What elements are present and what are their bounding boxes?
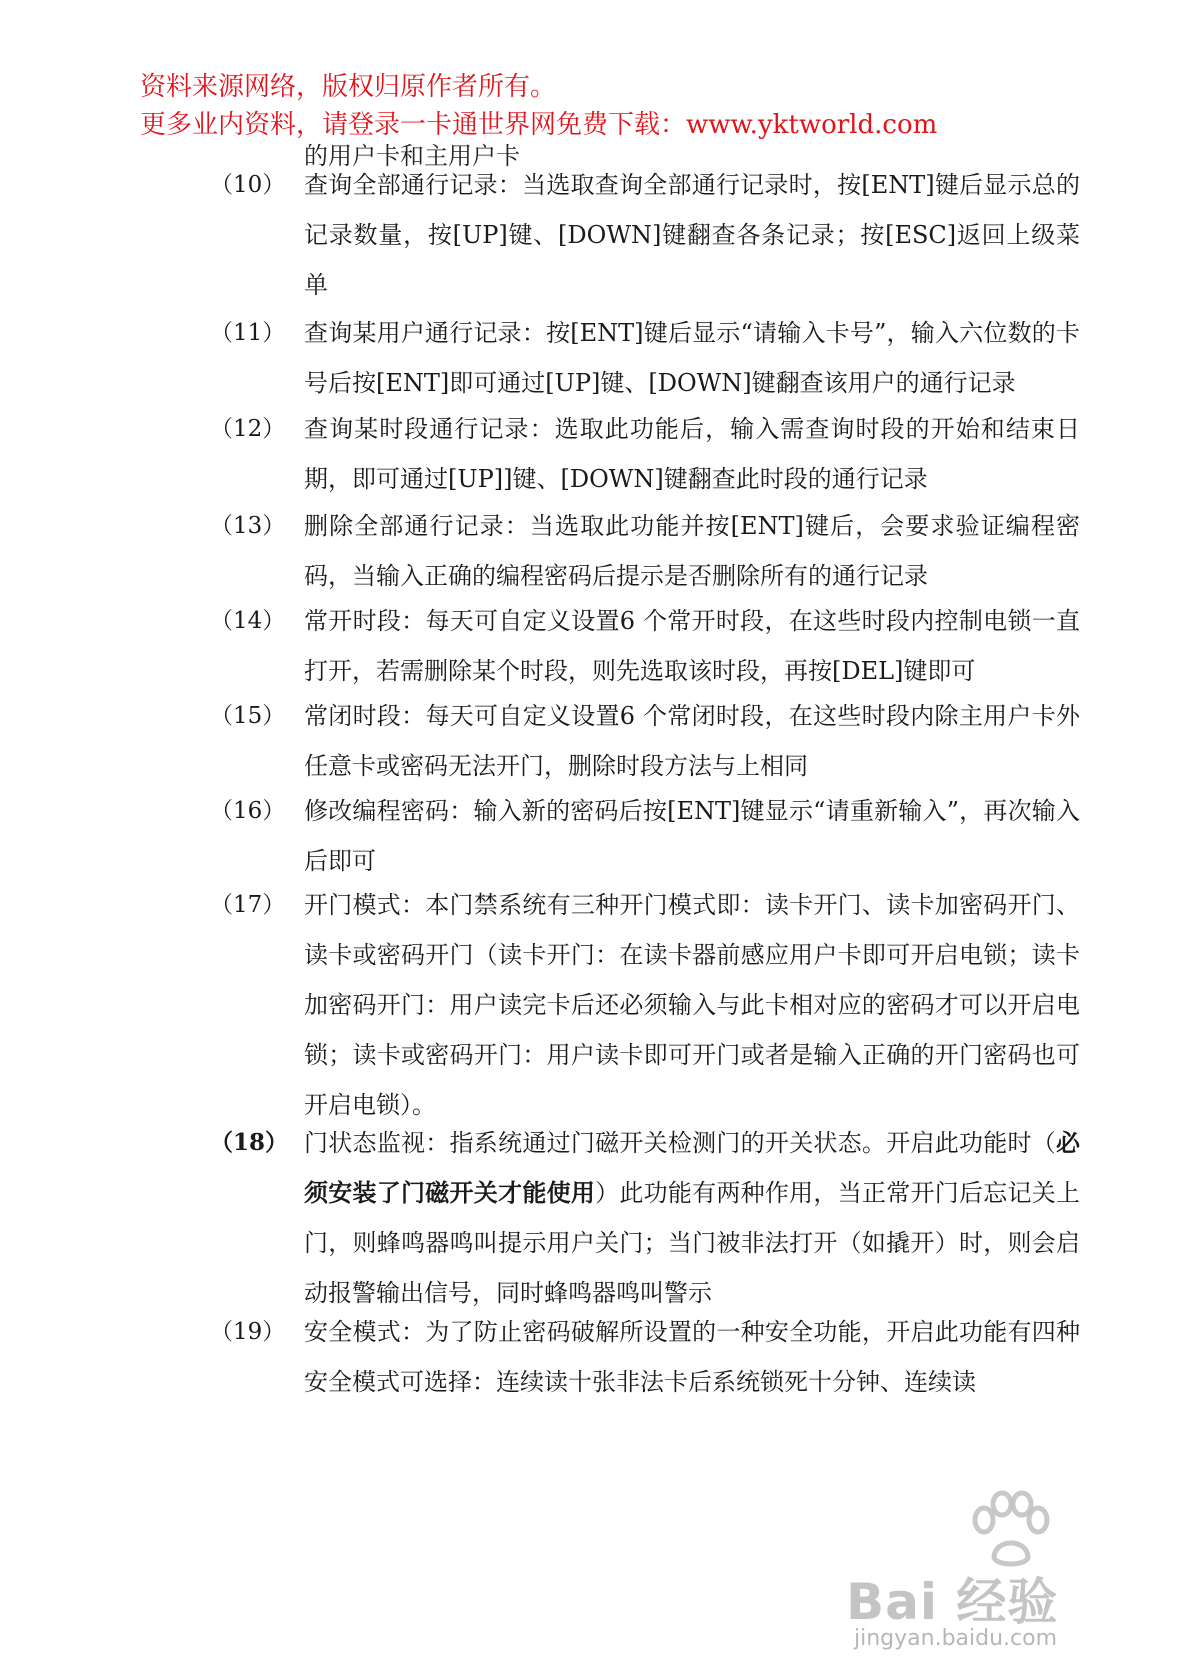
item-text xyxy=(304,1118,1080,1318)
item-number: （16） xyxy=(210,798,286,824)
item-number: （10） xyxy=(210,172,286,198)
item-text: 常开时段：每天可自定义设置6 个常开时段，在这些时段内控制电锁一直打开，若需删除某个时段，则先选取该时段，再按[DEL]键即可 xyxy=(304,607,1080,685)
item-text: 常闭时段：每天可自定义设置6 个常闭时段，在这些时段内除主用户卡外任意卡或密码无法开门，删除时段方法与上相同 xyxy=(304,702,1080,780)
item-text: 查询全部通行记录：当选取查询全部通行记录时，按[ENT]键后显示总的记录数量，按[UP]键、[DOWN]键翻查各条记录；按[ESC]返回上级菜单 xyxy=(304,171,1080,299)
item-text-after: ）此功能有两种作用，当正常开门后忘记关上门，则蜂鸣器鸣叫提示用户关门；当门被非法打开（如撬开）时，则会启动报警输出信号，同时蜂鸣器鸣叫警示 xyxy=(304,1179,1081,1307)
item-number: （12） xyxy=(210,416,286,442)
copyright-watermark xyxy=(140,68,937,144)
item-text: 删除全部通行记录：当选取此功能并按[ENT]键后，会要求验证编程密码，当输入正确的编程密码后提示是否删除所有的通行记录 xyxy=(304,512,1080,590)
item-text-before: 门状态监视：指系统通过门磁开关检测门的开关状态。开启此功能时（ xyxy=(304,1129,1056,1157)
baidu-brand-text: Bai 经验 xyxy=(846,1573,1059,1631)
item-text: 修改编程密码：输入新的密码后按[ENT]键显示“请重新输入”，再次输入后即可 xyxy=(304,797,1080,875)
paw-icon xyxy=(964,1490,1054,1570)
item-number: （13） xyxy=(210,513,286,539)
item-number: （11） xyxy=(210,320,286,346)
watermark-line-1: 资料来源网络，版权归原作者所有。 xyxy=(140,72,557,102)
item-number: （14） xyxy=(210,608,286,634)
item-text-emphasis: 必须安装了门磁开关才能使用 xyxy=(304,1128,1080,1207)
item-text: 查询某时段通行记录：选取此功能后，输入需查询时段的开始和结束日期，即可通过[UP]]键、[DOWN]键翻查此时段的通行记录 xyxy=(304,415,1080,493)
continuation-text: 的用户卡和主用户卡 xyxy=(304,142,520,170)
baidu-jingyan-watermark xyxy=(846,1484,1146,1659)
baidu-url-text: jingyan.baidu.com xyxy=(854,1626,1058,1651)
item-text: 开门模式：本门禁系统有三种开门模式即：读卡开门、读卡加密码开门、读卡或密码开门（读卡开门：在读卡器前感应用户卡即可开启电锁；读卡加密码开门：用户读完卡后还必须输入与此卡相对应的密码才可以开启电锁；读卡或密码开门：用户读卡即可开门或者是输入正确的开门密码也可开启电锁）。 xyxy=(304,891,1080,1119)
item-text: 安全模式：为了防止密码破解所设置的一种安全功能，开启此功能有四种安全模式可选择：连续读十张非法卡后系统锁死十分钟、连续读 xyxy=(304,1318,1080,1396)
item-number: （17） xyxy=(210,892,286,918)
watermark-line-2: 更多业内资料，请登录一卡通世界网免费下载：www.yktworld.com xyxy=(140,110,938,140)
item-number: （18） xyxy=(210,1129,289,1156)
item-number: （19） xyxy=(210,1319,286,1345)
item-number: （15） xyxy=(210,703,286,729)
item-text: 查询某用户通行记录：按[ENT]键后显示“请输入卡号”，输入六位数的卡号后按[ENT]即可通过[UP]键、[DOWN]键翻查该用户的通行记录 xyxy=(304,319,1080,397)
